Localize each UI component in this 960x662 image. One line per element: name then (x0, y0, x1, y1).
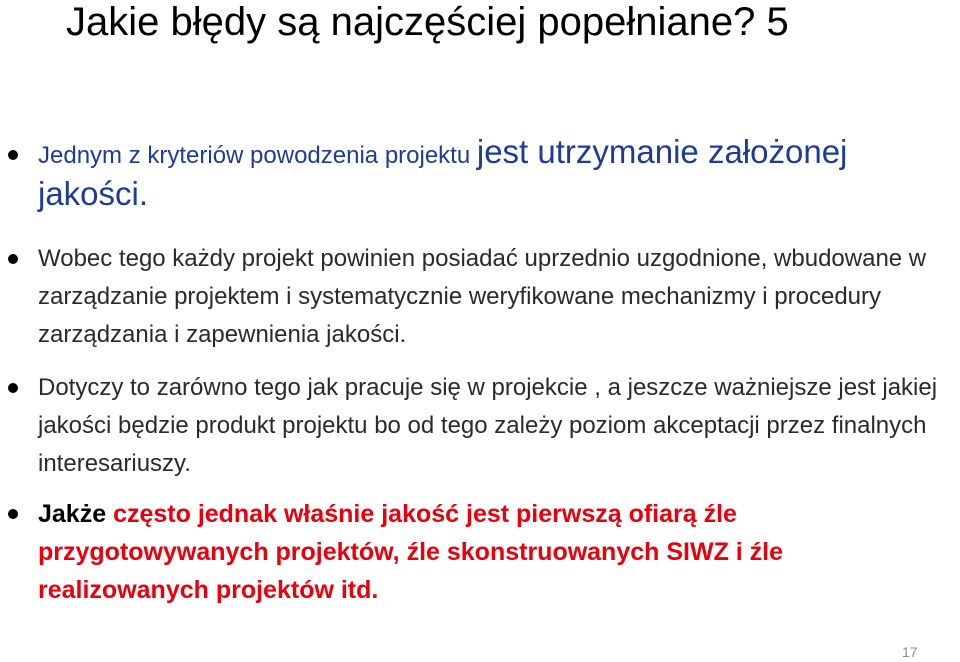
bullet-dot-icon (8, 509, 18, 519)
page-number: 17 (902, 644, 918, 660)
bullet-1-text-part1: Jednym z kryteriów powodzenia projektu (38, 142, 477, 169)
bullet-4-text-part2: często jednak właśnie jakość jest pierwszą ofiarą źle przygotowywanych projektów, źle skonstruowanych SIWZ i źle realizowanych projektów itd. (38, 500, 784, 604)
bullet-1-text-part2: jest utrzymanie założonej jakości. (38, 133, 848, 212)
bullet-dot-icon (8, 383, 18, 393)
bullet-4-text-part1: Jakże (38, 500, 114, 528)
bullet-dot-icon (8, 254, 18, 264)
bullet-item-1 (38, 133, 943, 216)
bullet-dot-icon (8, 150, 18, 160)
bullet-item-4 (38, 495, 943, 609)
slide-title: Jakie błędy są najczęściej popełniane? 5 (66, 0, 789, 44)
bullet-item-2: Wobec tego każdy projekt powinien posiadać uprzednio uzgodnione, wbudowane w zarządzanie projektem i systematycznie weryfikowane mechanizmy i procedury zarządzania i zapewnienia jakości. (38, 245, 927, 348)
bullet-item-3: Dotyczy to zarówno tego jak pracuje się w projekcie , a jeszcze ważniejsze jest jakiej jakości będzie produkt projektu bo od tego zależy poziom akceptacji przez finalnych interesariuszy. (38, 374, 938, 477)
